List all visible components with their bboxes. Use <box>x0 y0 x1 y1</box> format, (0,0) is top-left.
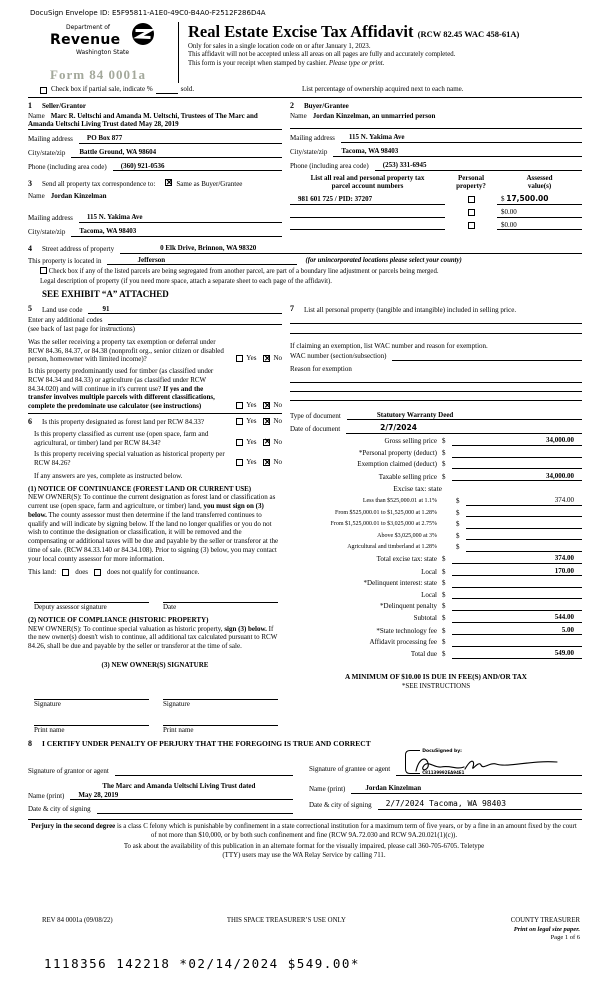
seller-city-label: City/state/zip <box>28 148 66 157</box>
corr-mailing-field[interactable]: 115 N. Yakima Ave <box>79 213 282 223</box>
yes-label: Yes <box>246 437 257 446</box>
section8 <box>0 735 600 814</box>
exhibit-text: SEE EXHIBIT “A” ATTACHED <box>42 289 169 300</box>
header-note-3: This form is your receipt when stamped by cashier. Please type or print. <box>188 59 385 67</box>
instructions-note: (see back of last page for instructions) <box>28 325 135 334</box>
see-instructions-note: *SEE INSTRUCTIONS <box>401 682 471 691</box>
owner-printname-field-2[interactable] <box>163 716 278 726</box>
total-label: Local <box>421 590 437 599</box>
parcel-col1-header: List all real and personal property tax parcel account numbers <box>310 173 425 191</box>
personal-property-line-1[interactable] <box>290 314 582 324</box>
certify-statement: I CERTIFY UNDER PENALTY OF PERJURY THAT THE FOREGOING IS TRUE AND CORRECT <box>42 739 371 749</box>
dollar-sign: $ <box>456 520 460 529</box>
grantee-signature-field[interactable] <box>396 749 582 776</box>
partial-percent-field[interactable] <box>156 87 178 94</box>
page-number: Page 1 of 6 <box>550 933 580 941</box>
partial-sale-row <box>0 83 600 97</box>
parcel-col2-header: Personal property? <box>456 173 486 191</box>
corr-mailing-label: Mailing address <box>28 214 73 222</box>
buyer-city-label: City/state/zip <box>290 148 328 156</box>
seller-phone-field[interactable]: (360) 921-0536 <box>113 162 282 172</box>
partial-sold-label: sold. <box>180 84 195 93</box>
does-qualify-checkbox[interactable] <box>62 569 69 576</box>
print-legal-note: Print on legal size paper. <box>513 925 580 933</box>
page-footer <box>0 917 600 942</box>
dollar-sign: $ <box>442 437 446 446</box>
no-label: No <box>273 401 282 410</box>
ownership-note: List percentage of ownership acquired next to each name. <box>302 84 464 93</box>
personal-property-checkbox-3[interactable] <box>468 222 475 229</box>
form-title: Real Estate Excise Tax Affidavit (RCW 82.45 WAC 458-61A) <box>188 22 520 41</box>
date-of-document-field[interactable]: 2/7/2024 <box>346 423 582 433</box>
grantee-printname-field[interactable]: Jordan Kinzelman <box>351 784 582 794</box>
dollar-sign: $ <box>442 650 446 659</box>
total-label: *Delinquent penalty <box>380 602 437 611</box>
corr-city-field[interactable]: Tacoma, WA 98403 <box>71 227 282 237</box>
reason-line-2[interactable] <box>290 383 582 392</box>
q2-yes-checkbox[interactable] <box>236 402 243 409</box>
dollar-sign: $ <box>442 460 446 469</box>
print-name-label: Print name <box>34 726 65 735</box>
dept-of-text: Department of <box>66 24 110 31</box>
buyer-phone-field[interactable]: (253) 331-6945 <box>375 161 582 171</box>
does-not-label: does not qualify for continuance. <box>107 568 200 577</box>
section5-6-column <box>28 300 290 735</box>
currentuse-yes-checkbox[interactable] <box>236 439 243 446</box>
no-label: No <box>273 458 282 467</box>
owner-signature-field-2[interactable] <box>163 690 278 700</box>
additional-codes-label: Enter any additional codes <box>28 316 103 325</box>
docusign-signature <box>404 749 582 775</box>
parcel-table <box>290 174 582 231</box>
date-of-document-label: Date of document <box>290 425 341 434</box>
this-land-label: This land: <box>28 568 57 577</box>
wac-number-label: WAC number (section/subsection) <box>290 352 387 361</box>
personal-property-deduct-field[interactable] <box>452 449 582 458</box>
dept-state-text: Washington State <box>76 49 130 56</box>
money-label: *Personal property (deduct) <box>358 448 437 457</box>
dollar-sign: $ <box>456 531 460 540</box>
seller-name-field[interactable] <box>28 112 282 131</box>
land-use-label: Land use code <box>42 305 83 314</box>
delinquent-interest-state-field[interactable] <box>452 579 582 588</box>
type-of-document-field[interactable]: Statutory Warranty Deed <box>347 411 582 421</box>
parcel-row <box>290 221 582 231</box>
section2-title: Buyer/Grantee <box>304 101 349 110</box>
buyer-name-row <box>290 112 582 121</box>
rate-1.28-field[interactable] <box>466 508 582 517</box>
personal-property-checkbox-2[interactable] <box>468 209 475 216</box>
forest-no-checkbox[interactable] <box>263 418 270 425</box>
dollar-sign: $ <box>456 543 460 552</box>
dollar-sign: $ <box>442 602 446 611</box>
assessed-value-field-2[interactable]: $0.00 <box>497 208 582 218</box>
grantor-printname-field[interactable]: The Marc and Amanda Ueltschi Living Trust dated May 28, 2019 <box>70 782 293 801</box>
rate-3-field[interactable] <box>466 531 582 540</box>
deputy-date-field[interactable] <box>163 593 278 603</box>
owner-signature-field-1[interactable] <box>34 690 149 700</box>
rate-label: Agricultural and timberland at 1.28% <box>347 544 437 551</box>
additional-codes-field[interactable] <box>108 317 282 325</box>
corr-name-label: Name <box>28 192 45 201</box>
dor-logo-block <box>38 24 178 83</box>
total-due-field[interactable]: 549.00 <box>452 649 582 659</box>
dollar-sign: $ <box>442 579 446 588</box>
seller-name-label: Name <box>28 111 45 120</box>
rate-label: From $525,000.01 to $1,525,000 at 1.28% <box>335 509 437 516</box>
assessed-value-field-1[interactable]: $ 17,500.00 <box>497 194 582 205</box>
same-as-buyer-checkbox[interactable] <box>165 179 172 186</box>
legal-description-text: Legal description of property (if you need more space, attach a separate sheet to each page of the affidavit). <box>40 277 333 285</box>
treasurer-use-note: THIS SPACE TREASURER’S USE ONLY <box>226 917 346 925</box>
dollar-sign: $ <box>442 472 446 481</box>
exemption-note: If claiming an exemption, list WAC number and reason for exemption. <box>290 342 488 351</box>
form-title-rcw: (RCW 82.45 WAC 458-61A) <box>417 29 520 39</box>
personal-property-line-2[interactable] <box>290 324 582 334</box>
grantee-datecity-field[interactable]: 2/7/2024 Tacoma, WA 98403 <box>378 799 582 810</box>
yes-label: Yes <box>246 458 257 467</box>
money-label: Gross selling price <box>384 437 437 446</box>
sec6-question1: 6 Is this property designated as forest land per RCW 84.33? <box>28 416 205 426</box>
exemption-claimed-field[interactable] <box>452 460 582 469</box>
total-local-field[interactable]: 170.00 <box>452 567 582 577</box>
notice1-body: NEW OWNER(S): To continue the current designation as forest land or classification as current use (open space, farm and agriculture, or timber) land, you must sign on (3) below. The county assessor must then determine if the land transferred continues to qualify and will indicate by signing below. If the land no longer qualifies or you do not wish to continue the designation or classification, it will be removed and the compensating or additional taxes will be due and payable by the seller or transferor at the time of sale. (RCW 84.33.140 or 84.34.108). Prior to signing (3) below, you may contact your local county assessor for more information. <box>28 493 279 563</box>
total-label: *Delinquent interest: state <box>363 579 437 588</box>
yes-label: Yes <box>246 401 257 410</box>
dollar-sign: $ <box>442 448 446 457</box>
delinquent-interest-local-field[interactable] <box>452 590 582 599</box>
grantee-printname-label: Name (print) <box>309 785 346 794</box>
notice1-title: (1) NOTICE OF CONTINUANCE (FOREST LAND OR CURRENT USE) <box>28 484 252 493</box>
signature-label: Signature <box>34 699 61 708</box>
does-not-qualify-checkbox[interactable] <box>94 569 101 576</box>
q2-no-checkbox[interactable] <box>263 402 270 409</box>
alt-format-note-2: (TTY) users may use the WA Relay Service by calling 711. <box>222 852 386 860</box>
historic-yes-checkbox[interactable] <box>236 459 243 466</box>
historic-no-checkbox[interactable] <box>263 459 270 466</box>
parcel-number-field[interactable] <box>290 209 445 218</box>
total-label: Total excise tax: state <box>376 555 437 564</box>
buyer-name-value: Jordan Kinzelman, an unmarried person <box>312 111 436 120</box>
segregated-text: Check box if any of the listed parcels are being segregated from another parcel, are part of a boundary line adjustment or parcels being merged. <box>48 268 439 276</box>
county-note: (for unincorporated locations please select your county) <box>305 256 462 264</box>
sec5-question1: Was the seller receiving a property tax exemption or deferral under RCW 84.36, 84.37, or 84.38 (nonprofit org., senior citizen or disabled person, homeowner with limited income)? <box>28 337 224 364</box>
rate-agri-field[interactable] <box>466 543 582 552</box>
sec5-question2: Is this property predominantly used for timber (as classified under RCW 84.34 and 84.33) or agriculture (as classified under RCW 84.34.020) and will continue in it's current use? If yes and the transfer involves multiple parcels with different classifications, complete the predominate use calculator (see instructions) <box>28 367 215 411</box>
dept-name-text: Revenue <box>50 31 121 48</box>
buyer-name-underline <box>290 120 582 129</box>
partial-sale-checkbox[interactable] <box>40 87 47 94</box>
corr-name-value: Jordan Kinzelman <box>50 192 107 201</box>
header-note-2: This affidavit will not be accepted unless all areas on all pages are fully and accurately completed. <box>188 51 456 59</box>
state-technology-fee-field[interactable]: 5.00 <box>452 626 582 636</box>
grantor-datecity-label: Date & city of signing <box>28 805 91 814</box>
personal-property-checkbox-1[interactable] <box>468 196 475 203</box>
buyer-city-field[interactable]: Tacoma, WA 98403 <box>333 147 582 157</box>
land-use-field[interactable]: 91 <box>88 305 282 315</box>
buyer-phone-label: Phone (including area code) <box>290 161 369 170</box>
notice2-body: NEW OWNER(S): To continue special valuation as historic property, sign (3) below. If the new owner(s) doesn't wish to continue, all additional tax calculated pursuant to RCW 84.26, shall be due and payable by the seller or transferor at the time of sale. <box>28 624 278 651</box>
form-number: Form 84 0001a <box>50 66 147 82</box>
section2-number: 2 <box>290 100 294 110</box>
seller-phone-label: Phone (including area code) <box>28 162 107 171</box>
q1-yes-checkbox[interactable] <box>236 355 243 362</box>
delinquent-penalty-field[interactable] <box>452 602 582 611</box>
money-label: Exemption claimed (deduct) <box>357 460 437 469</box>
section7-number: 7 <box>290 304 294 314</box>
does-label: does <box>75 568 89 577</box>
subtotal-field[interactable]: 544.00 <box>452 613 582 623</box>
parcel-col3-header: Assessed value(s) <box>526 173 553 191</box>
forest-yes-checkbox[interactable] <box>236 418 243 425</box>
buyer-name-label: Name <box>290 111 307 120</box>
dollar-sign: $ <box>442 590 446 599</box>
rate-label: Less than $525,000.01 at 1.1% <box>362 498 437 505</box>
yes-label: Yes <box>246 417 257 426</box>
seller-city-field[interactable]: Battle Ground, WA 98604 <box>71 148 282 158</box>
affidavit-processing-fee-field[interactable] <box>452 638 582 647</box>
seller-mailing-field[interactable]: PO Box 877 <box>79 134 282 144</box>
notice2-title: (2) NOTICE OF COMPLIANCE (HISTORIC PROPERTY) <box>28 615 209 624</box>
print-name-label: Print name <box>163 726 194 735</box>
header-note-1: Only for sales in a single location code on or after January 1, 2023. <box>188 42 371 50</box>
rev-number: REV 84 0001a (09/08/22) <box>42 917 113 925</box>
rate-label: Above $3,025,000 at 3% <box>377 532 437 539</box>
wac-number-field[interactable] <box>392 353 582 361</box>
grantor-signature-field[interactable] <box>115 768 293 776</box>
dollar-sign: $ <box>442 555 446 564</box>
docusign-envelope-id: DocuSign Envelope ID: E5F95811-A1E0-49C0-B4A0-F2512F286D4A <box>30 9 266 17</box>
dollar-sign: $ <box>442 567 446 576</box>
buyer-mailing-field[interactable]: 115 N. Yakima Ave <box>341 133 582 143</box>
signature-label: Signature <box>163 699 190 708</box>
total-label: Affidavit processing fee <box>369 638 437 647</box>
reason-exemption-label: Reason for exemption <box>290 364 352 373</box>
grantee-datecity-label: Date & city of signing <box>309 801 372 810</box>
money-label: Taxable selling price <box>378 472 437 481</box>
reason-line-1[interactable] <box>290 374 582 383</box>
total-excise-state-field[interactable]: 374.00 <box>452 554 582 564</box>
total-label: Local <box>421 567 437 576</box>
parcel-number-field[interactable]: 981 601 725 / PID: 37207 <box>290 195 445 205</box>
new-owners-signature-title: (3) NEW OWNER(S) SIGNATURE <box>101 660 209 669</box>
excise-tax-state-label: Excise tax: state <box>393 484 442 494</box>
section4-number: 4 <box>28 243 32 253</box>
section7-column <box>290 300 582 735</box>
rate-label: From $1,525,000.01 to $3,025,000 at 2.75% <box>330 521 437 528</box>
partial-sale-label: Check box if partial sale, indicate % <box>51 84 153 93</box>
rate-1.1-field[interactable]: 374.00 <box>466 496 582 506</box>
total-label: Total due <box>410 650 437 659</box>
located-in-label: This property is located in <box>28 256 102 265</box>
deputy-signature-field[interactable] <box>34 593 149 603</box>
grantee-signature-label: Signature of grantee or agent <box>309 765 391 774</box>
no-label: No <box>273 354 282 363</box>
grantor-datecity-field[interactable] <box>97 806 293 814</box>
section3-text: Send all property tax correspondence to: <box>42 180 156 189</box>
dollar-sign: $ <box>456 497 460 506</box>
parcel-row <box>290 208 582 218</box>
grantor-printname-label: Name (print) <box>28 791 65 800</box>
section8-number: 8 <box>28 739 32 749</box>
section3-number: 3 <box>28 179 32 189</box>
dollar-sign: $ <box>442 614 446 623</box>
docusign-id: C81139992EA94E1 <box>422 770 465 776</box>
buyer-mailing-label: Mailing address <box>290 134 335 143</box>
minimum-fee-note: A MINIMUM OF $10.00 IS DUE IN FEE(S) AND/OR TAX <box>345 673 527 682</box>
dor-logo-icon <box>131 22 155 46</box>
same-as-buyer-label: Same as Buyer/Grantee <box>176 180 243 189</box>
county-treasurer-label: COUNTY TREASURER <box>510 917 580 925</box>
seller-mailing-label: Mailing address <box>28 135 73 143</box>
treasurer-stamp: 1118356 142218 *02/14/2024 $549.00* <box>44 956 360 972</box>
dollar-sign: $ <box>456 508 460 517</box>
no-label: No <box>273 437 282 446</box>
parcel-number-field[interactable] <box>290 221 445 230</box>
q1-no-checkbox[interactable] <box>263 355 270 362</box>
total-label: *State technology fee <box>376 626 437 635</box>
taxable-selling-price-field[interactable]: 34,000.00 <box>452 472 582 482</box>
no-label: No <box>273 417 282 426</box>
located-in-field[interactable]: Jefferson <box>107 256 297 266</box>
reason-line-3[interactable] <box>290 392 582 401</box>
rate-2.75-field[interactable] <box>466 520 582 529</box>
segregated-checkbox[interactable] <box>40 267 47 274</box>
sec6-question2: Is this property classified as current use (open space, farm and agricultural, or timber) land per RCW 84.34? <box>34 429 209 447</box>
total-label: Subtotal <box>413 614 437 623</box>
deputy-date-label: Date <box>163 603 177 612</box>
type-of-document-label: Type of document <box>290 411 341 420</box>
section5-number: 5 <box>28 304 32 314</box>
gross-selling-price-field[interactable]: 34,000.00 <box>452 436 582 446</box>
grantor-signature-label: Signature of grantor or agent <box>28 767 109 776</box>
docusigned-by-label: DocuSigned by: <box>422 749 462 755</box>
deputy-signature-label: Deputy assessor signature <box>34 603 107 612</box>
sec6-question3: Is this property receiving special valuation as historical property per RCW 84.26? <box>34 450 225 468</box>
street-address-label: Street address of property <box>42 244 115 253</box>
divider <box>28 413 282 414</box>
street-address-field[interactable]: 0 Elk Drive, Brinnon, WA 98320 <box>120 244 582 254</box>
dollar-sign: $ <box>442 626 446 635</box>
section1-title: Seller/Grantor <box>42 101 86 110</box>
section7-intro: List all personal property (tangible and intangible) included in selling price. <box>304 305 517 314</box>
section4 <box>0 237 600 301</box>
perjury-notice: Perjury in the second degree is a class C felony which is punishable by confinement in a state correctional institution for a maximum term of five years, or by a fine in an amount fixed by the court of not more than $10,000, or by both such confinement and fine (RCW 9A.72.030 and RCW 9A.20.021(1)(c)). To ask about the availability of this publication in an alternate format for the visually impaired, please call 360-705-6705. Teletype (TTY) users may use the WA Relay Service by calling 711. <box>0 820 600 861</box>
seller-name-value: Marc R. Ueltschi and Amanda M. Ueltschi, Trustees of The Marc and Amanda Ueltschi Living Trust dated May 28, 2019 <box>28 111 258 129</box>
if-any-note: If any answers are yes, complete as instructed below. <box>34 471 183 480</box>
section1-number: 1 <box>28 100 32 110</box>
currentuse-no-checkbox[interactable] <box>263 439 270 446</box>
parcel-row <box>290 194 582 205</box>
corr-city-label: City/state/zip <box>28 227 66 236</box>
yes-label: Yes <box>246 354 257 363</box>
assessed-value-field-3[interactable]: $0.00 <box>497 221 582 231</box>
owner-printname-field-1[interactable] <box>34 716 149 726</box>
alt-format-note-1: To ask about the availability of this publication in an alternate format for the visually impaired, please call 360-705-6705. Teletype <box>123 843 485 851</box>
dollar-sign: $ <box>442 638 446 647</box>
